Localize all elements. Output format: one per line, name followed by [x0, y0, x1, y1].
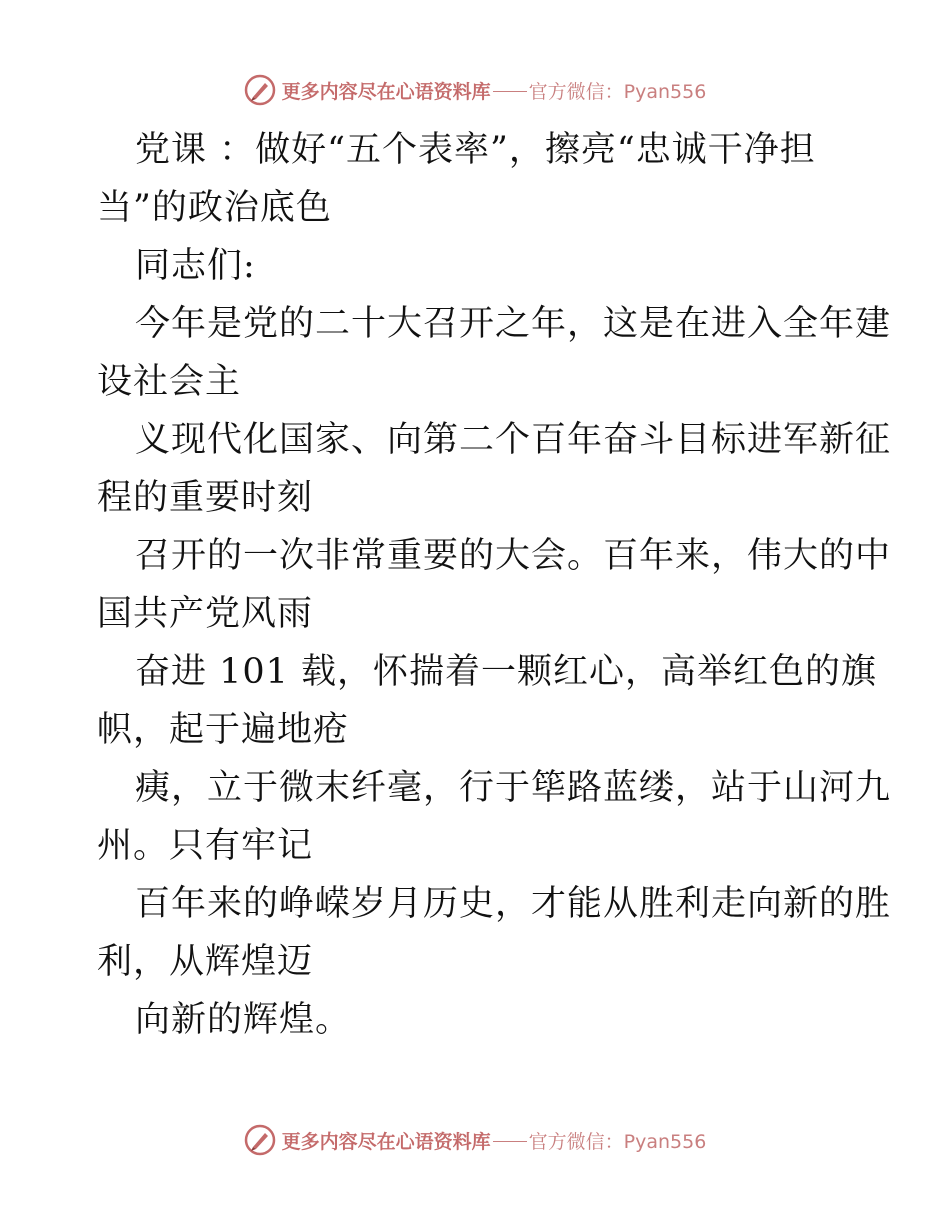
text-line: 当”的政治底色 — [97, 188, 332, 228]
text-line: 州。只有牢记 — [97, 826, 314, 866]
watermark-contact: 官方微信：Pyan556 — [528, 80, 707, 103]
document-body — [97, 121, 892, 1049]
text-line: 利，从辉煌迈 — [97, 942, 314, 982]
text-line: 向新的辉煌。 — [135, 1000, 352, 1040]
quill-pen-icon — [244, 74, 276, 106]
text-line: 百年来的峥嵘岁月历史，才能从胜利走向新的胜 — [135, 884, 892, 924]
header-watermark — [0, 70, 950, 110]
text-line: 义现代化国家、向第二个百年奋斗目标进军新征 — [135, 420, 892, 460]
text-line: 帜，起于遍地疮 — [97, 710, 350, 750]
watermark-contact: 官方微信：Pyan556 — [528, 1130, 707, 1153]
watermark-brand: 更多内容尽在心语资料库 — [281, 1130, 491, 1153]
watermark-dash — [493, 91, 527, 92]
text-line: 奋进 101 载，怀揣着一颗红心，高举红色的旗 — [135, 652, 878, 692]
text-line: 设社会主 — [97, 362, 242, 402]
footer-watermark — [0, 1120, 950, 1160]
text-line: 召开的一次非常重要的大会。百年来，伟大的中 — [135, 536, 892, 576]
text-line: 同志们: — [135, 246, 256, 286]
text-line: 党课 ：做好“五个表率”，擦亮“忠诚干净担 — [135, 130, 816, 170]
quill-pen-icon — [244, 1124, 276, 1156]
text-line: 痍，立于微末纤毫，行于筚路蓝缕，站于山河九 — [135, 768, 892, 808]
text-line: 国共产党风雨 — [97, 594, 314, 634]
watermark-dash — [493, 1141, 527, 1142]
text-line: 程的重要时刻 — [97, 478, 314, 518]
text-line: 今年是党的二十大召开之年，这是在进入全年建 — [135, 304, 892, 344]
watermark-brand: 更多内容尽在心语资料库 — [281, 80, 491, 103]
